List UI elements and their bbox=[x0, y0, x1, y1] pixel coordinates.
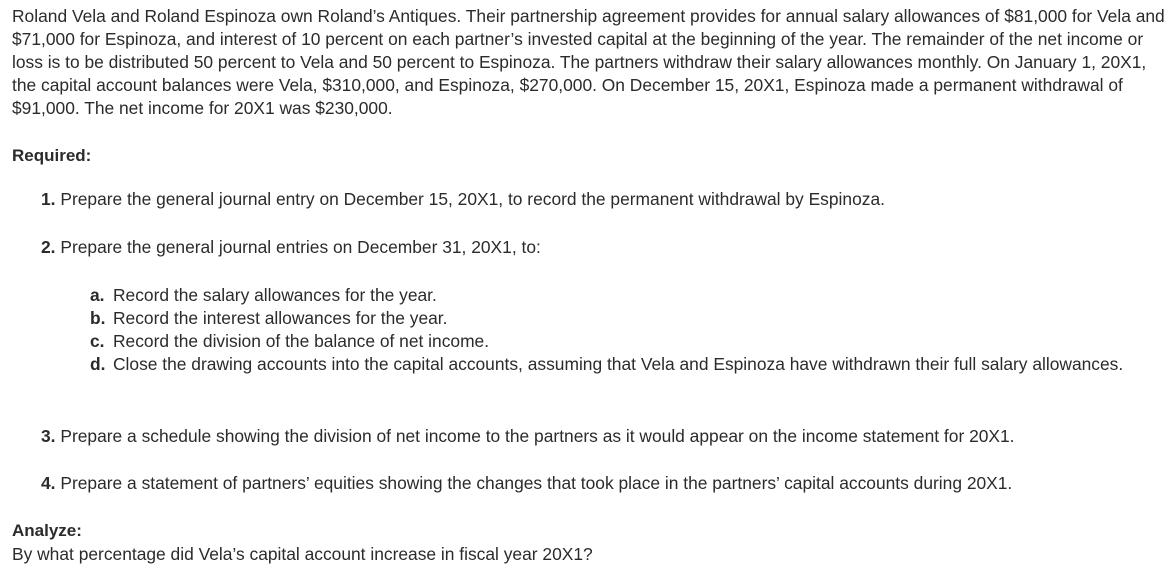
item-number: 1. bbox=[41, 189, 56, 209]
sub-item-a bbox=[90, 284, 1160, 307]
sub-item-text: Close the drawing accounts into the capital accounts, assuming that Vela and Espinoza have withdrawn their full salary allowances. bbox=[113, 354, 1124, 374]
analyze-heading: Analyze: bbox=[12, 521, 82, 540]
sub-item-text: Record the interest allowances for the year. bbox=[113, 308, 448, 328]
sub-item-b bbox=[90, 307, 1160, 330]
required-item-1 bbox=[41, 188, 885, 211]
item-text: Prepare the general journal entry on December 15, 20X1, to record the permanent withdrawal by Espinoza. bbox=[60, 189, 885, 209]
required-item-3 bbox=[41, 425, 1015, 448]
required-item-2 bbox=[41, 236, 541, 259]
sub-item-letter: d. bbox=[90, 354, 106, 374]
item-number: 2. bbox=[41, 237, 56, 257]
sub-item-letter: b. bbox=[90, 308, 106, 328]
sub-item-letter: a. bbox=[90, 285, 105, 305]
required-heading: Required: bbox=[12, 146, 92, 165]
item-text: Prepare a statement of partners’ equities showing the changes that took place in the partners’ capital accounts during 20X1. bbox=[60, 473, 1013, 493]
sub-item-c bbox=[90, 330, 1160, 353]
problem-statement: Roland Vela and Roland Espinoza own Roland’s Antiques. Their partnership agreement provides for annual salary allowances of $81,000 for Vela and $71,000 for Espinoza, and interest of 10 percent on each partner’s invested capital at the beginning of the year. The remainder of the net income or loss is to be distributed 50 percent to Vela and 50 percent to Espinoza. The partners withdraw their salary allowances monthly. On January 1, 20X1, the capital account balances were Vela, $310,000, and Espinoza, $270,000. On December 15, 20X1, Espinoza made a permanent withdrawal of $91,000. The net income for 20X1 was $230,000. bbox=[12, 6, 1165, 118]
sub-item-text: Record the division of the balance of net income. bbox=[113, 331, 490, 351]
sub-item-d bbox=[90, 353, 1160, 376]
required-item-4 bbox=[41, 472, 1012, 495]
item-number: 4. bbox=[41, 473, 56, 493]
item-text: Prepare the general journal entries on December 31, 20X1, to: bbox=[60, 237, 541, 257]
analyze-question: By what percentage did Vela’s capital account increase in fiscal year 20X1? bbox=[12, 544, 593, 564]
sub-item-text: Record the salary allowances for the year. bbox=[113, 285, 437, 305]
sub-item-letter: c. bbox=[90, 331, 105, 351]
item-number: 3. bbox=[41, 426, 56, 446]
item-text: Prepare a schedule showing the division of net income to the partners as it would appear on the income statement for 20X1. bbox=[60, 426, 1015, 446]
sub-item-list bbox=[90, 284, 1160, 376]
